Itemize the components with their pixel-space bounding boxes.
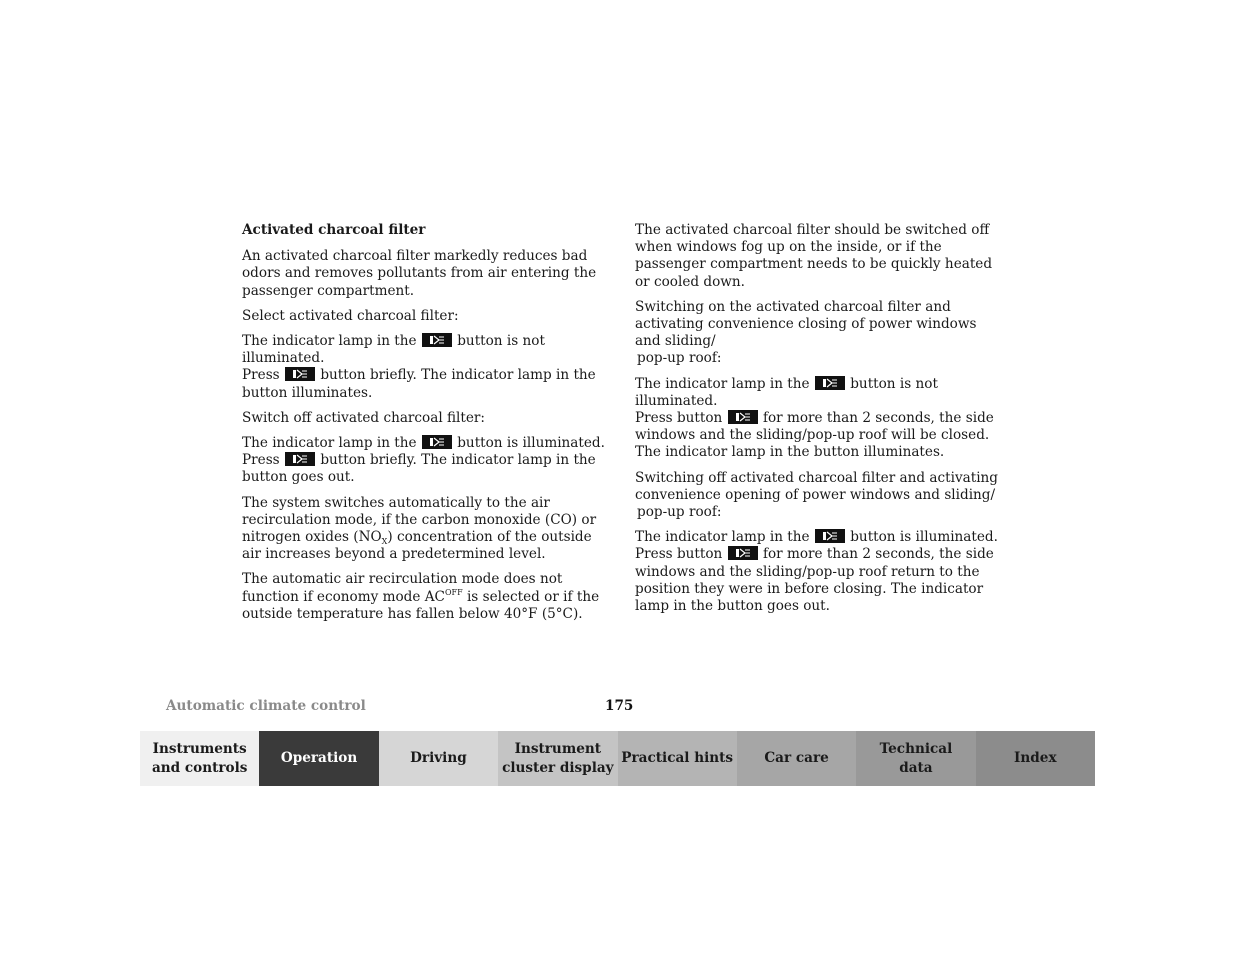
nav-tab-instrument-cluster-display[interactable]: Instrument cluster display [498, 731, 617, 786]
text-span: Switching on the activated charcoal filter and activating convenience closing of power windows and sliding/ [635, 298, 977, 350]
text-span: Press [242, 367, 280, 384]
nav-tab-car-care[interactable]: Car care [737, 731, 856, 786]
text-span: The indicator lamp in the [242, 333, 417, 350]
intro-paragraph: An activated charcoal filter markedly reduces bad odors and removes pollutants from air entering the passenger compartment. [242, 248, 597, 299]
switch-on-instructions [635, 376, 1000, 462]
section-heading: Activated charcoal filter [242, 222, 426, 238]
charcoal-filter-button-icon [728, 546, 758, 560]
right-column [635, 222, 1000, 623]
text-span: The indicator lamp in the [242, 435, 417, 452]
text-span: Press [242, 452, 280, 469]
nav-tab-practical-hints[interactable]: Practical hints [618, 731, 737, 786]
nav-tab-driving[interactable]: Driving [379, 731, 498, 786]
nav-tab-index[interactable]: Index [976, 731, 1095, 786]
select-instructions [242, 333, 607, 402]
text-span: button is illuminated. [457, 435, 605, 452]
text-span: Press button [635, 410, 723, 427]
text-span: for more than 2 seconds, the side windows and the sliding/pop-up roof will be closed. The indicator lamp in the button illuminates. [635, 410, 994, 461]
text-span: Switching off activated charcoal filter and activating convenience opening of power windows and sliding/ [635, 469, 999, 503]
subscript: X [381, 537, 388, 547]
text-span: button is illuminated. [850, 529, 998, 546]
text-span: The system switches automatically to the air recirculation mode, if the carbon monoxide (CO) or nitrogen oxides (NO [242, 494, 597, 546]
text-span: button is not illuminated. [635, 375, 938, 409]
text-span: pop-up roof: [637, 504, 722, 521]
auto-recirculation-paragraph [242, 495, 607, 564]
superscript: OFF [444, 587, 463, 597]
text-span: for more than 2 seconds, the side windows and the sliding/pop-up roof return to the position they were in before closing. The indicator lamp in the button goes out. [635, 546, 994, 615]
nav-tab-operation[interactable]: Operation [259, 731, 378, 786]
switch-off-heading: Switch off activated charcoal filter: [242, 409, 485, 426]
footer-section-title: Automatic climate control [166, 698, 366, 714]
select-heading: Select activated charcoal filter: [242, 307, 459, 324]
charcoal-filter-button-icon [422, 435, 452, 449]
text-span: button briefly. The indicator lamp in the button goes out. [242, 452, 596, 486]
charcoal-filter-button-icon [728, 410, 758, 424]
text-span: The automatic air recirculation mode does not function if economy mode AC [242, 571, 563, 605]
nav-tab-instruments-and-controls[interactable]: Instruments and controls [140, 731, 259, 786]
charcoal-filter-button-icon [285, 367, 315, 381]
nav-tab-technical-data[interactable]: Technical data [856, 731, 975, 786]
charcoal-filter-button-icon [815, 376, 845, 390]
economy-mode-paragraph [242, 571, 607, 623]
charcoal-filter-button-icon [422, 333, 452, 347]
charcoal-filter-button-icon [285, 452, 315, 466]
switch-on-heading [635, 299, 1000, 368]
text-span: ) concentration of the outside air increases beyond a predetermined level. [242, 529, 592, 563]
charcoal-filter-button-icon [815, 529, 845, 543]
intro-paragraph: The activated charcoal filter should be switched off when windows fog up on the inside, or if the passenger compartment needs to be quickly heated or cooled down. [635, 222, 993, 290]
chapter-nav [140, 731, 1095, 786]
text-span: is selected or if the outside temperature has fallen below 40°F (5°C). [242, 588, 600, 622]
left-column [242, 222, 607, 631]
switch-off-instructions [635, 529, 1000, 615]
switch-off-heading [635, 470, 1000, 522]
text-span: pop-up roof: [637, 350, 722, 367]
text-span: button briefly. The indicator lamp in the button illuminates. [242, 367, 596, 401]
text-span: The indicator lamp in the [635, 529, 810, 546]
switch-off-instructions [242, 435, 607, 487]
text-span: Press button [635, 546, 723, 563]
page-number: 175 [605, 698, 634, 714]
text-span: button is not illuminated. [242, 333, 545, 367]
text-span: The indicator lamp in the [635, 375, 810, 392]
